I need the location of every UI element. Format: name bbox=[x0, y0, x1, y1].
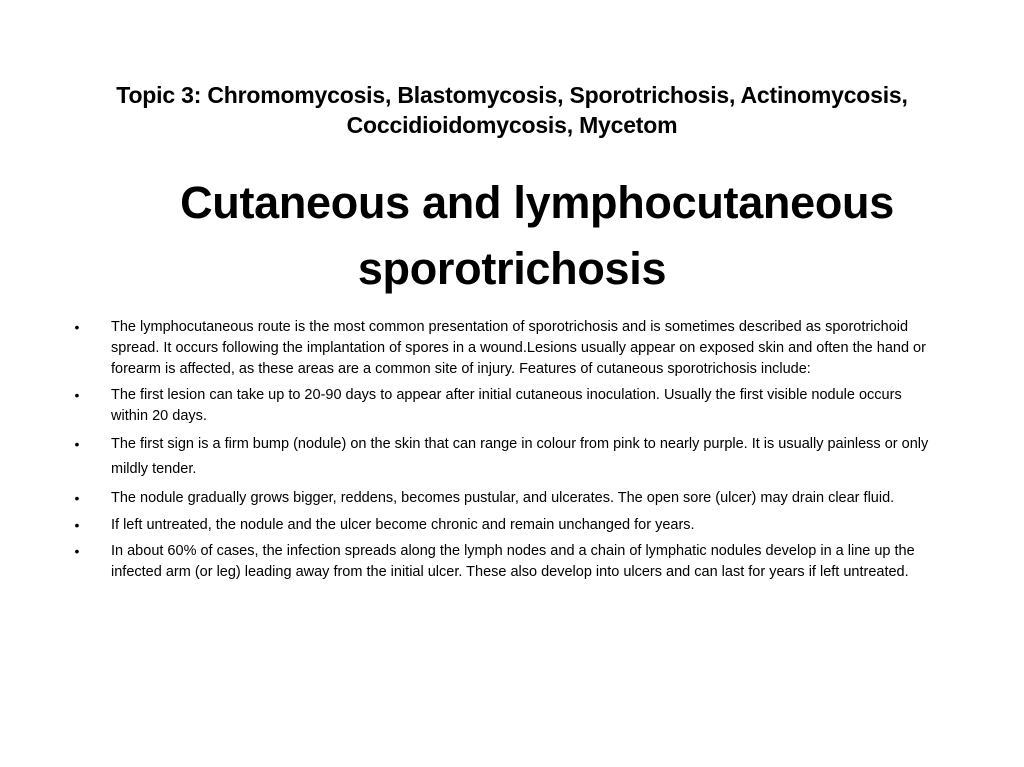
bullet-icon: • bbox=[74, 517, 80, 533]
bullet-list bbox=[60, 317, 940, 583]
bullet-text: The first sign is a firm bump (nodule) on the skin that can range in colour from pink to nearly purple. It is usually painless or only mildly tender. bbox=[111, 436, 929, 477]
title-line-2: sporotrichosis bbox=[357, 243, 667, 294]
bullet-icon: • bbox=[74, 387, 80, 403]
topic-line-2: Coccidioidomycosis, Mycetom bbox=[346, 112, 678, 138]
bullet-icon: • bbox=[74, 543, 80, 559]
bullet-text: If left untreated, the nodule and the ulcer become chronic and remain unchanged for years. bbox=[111, 517, 695, 533]
bullet-text: The nodule gradually grows bigger, reddens, becomes pustular, and ulcerates. The open sore (ulcer) may drain clear fluid. bbox=[111, 490, 895, 506]
bullet-item bbox=[60, 432, 940, 482]
topic-heading bbox=[40, 80, 984, 140]
topic-line-1: Topic 3: Chromomycosis, Blastomycosis, Sporotrichosis, Actinomycosis, bbox=[116, 82, 908, 108]
bullet-item bbox=[60, 317, 940, 380]
bullet-item bbox=[60, 541, 940, 583]
bullet-icon: • bbox=[74, 436, 80, 452]
bullet-item bbox=[60, 486, 940, 511]
bullet-text: In about 60% of cases, the infection spreads along the lymph nodes and a chain of lymphatic nodules develop in a line up the infected arm (or leg) leading away from the initial ulcer. These also develop into ulcers and can last for years if left untreated. bbox=[111, 543, 915, 580]
bullet-icon: • bbox=[74, 319, 80, 335]
bullet-item bbox=[60, 385, 940, 427]
bullet-icon: • bbox=[74, 490, 80, 506]
bullet-text: The lymphocutaneous route is the most common presentation of sporotrichosis and is sometimes described as sporotrichoid spread. It occurs following the implantation of spores in a wound.Lesions usually appear on exposed skin and often the hand or forearm is affected, as these areas are a common site of injury. Features of cutaneous sporotrichosis include: bbox=[111, 319, 926, 377]
bullet-text: The first lesion can take up to 20-90 days to appear after initial cutaneous inoculation. Usually the first visible nodule occurs within 20 days. bbox=[111, 387, 902, 424]
bullet-item bbox=[60, 515, 940, 536]
title-line-1: Cutaneous and lymphocutaneous bbox=[180, 177, 894, 228]
slide-title bbox=[40, 170, 984, 302]
